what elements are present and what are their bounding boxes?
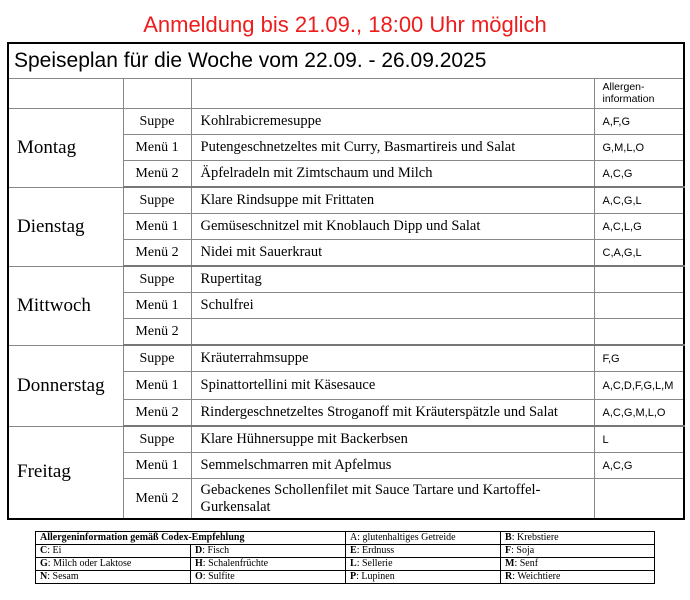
- course-label: Menü 1: [123, 372, 191, 400]
- course-label: Menü 1: [123, 214, 191, 240]
- dish-name: Rupertitag: [191, 266, 594, 293]
- dish-name: Nidei mit Sauerkraut: [191, 240, 594, 267]
- header-empty-day: [8, 79, 123, 109]
- allergen-codes: A,C,G,M,L,O: [594, 400, 684, 427]
- allergen-codes: A,C,G,L: [594, 187, 684, 214]
- legend-item: A: glutenhaltiges Getreide: [346, 532, 501, 545]
- allergen-legend: [35, 531, 655, 584]
- dish-name: Klare Hühnersuppe mit Backerbsen: [191, 426, 594, 453]
- day-label: Mittwoch: [8, 266, 123, 345]
- allergen-codes: A,F,G: [594, 109, 684, 135]
- course-label: Suppe: [123, 345, 191, 372]
- dish-name: Spinattortellini mit Käsesauce: [191, 372, 594, 400]
- legend-item: M: Senf: [501, 558, 655, 571]
- legend-item: O: Sulfite: [191, 571, 346, 584]
- day-label: Dienstag: [8, 187, 123, 266]
- course-label: Suppe: [123, 109, 191, 135]
- course-label: Menü 1: [123, 453, 191, 479]
- allergen-codes: L: [594, 426, 684, 453]
- dish-name: Äpfelradeln mit Zimtschaum und Milch: [191, 161, 594, 188]
- course-label: Suppe: [123, 266, 191, 293]
- course-label: Menü 1: [123, 293, 191, 319]
- legend-item: C: Ei: [36, 545, 191, 558]
- allergen-codes: [594, 266, 684, 293]
- legend-item: N: Sesam: [36, 571, 191, 584]
- dish-name: [191, 319, 594, 346]
- allergen-codes: [594, 479, 684, 520]
- course-label: Menü 2: [123, 400, 191, 427]
- menu-title: Speiseplan für die Woche vom 22.09. - 26.09.2025: [8, 43, 684, 79]
- allergen-codes: [594, 319, 684, 346]
- dish-name: Klare Rindsuppe mit Frittaten: [191, 187, 594, 214]
- legend-item: G: Milch oder Laktose: [36, 558, 191, 571]
- legend-title: Allergeninformation gemäß Codex-Empfehlung: [36, 532, 346, 545]
- legend-item: F: Soja: [501, 545, 655, 558]
- legend-item: R: Weichtiere: [501, 571, 655, 584]
- course-label: Suppe: [123, 426, 191, 453]
- weekly-menu-table: [7, 42, 685, 520]
- dish-name: Gemüseschnitzel mit Knoblauch Dipp und Salat: [191, 214, 594, 240]
- day-label: Donnerstag: [8, 345, 123, 426]
- allergen-codes: A,C,G: [594, 161, 684, 188]
- legend-item: L: Sellerie: [346, 558, 501, 571]
- legend-item: E: Erdnuss: [346, 545, 501, 558]
- course-label: Menü 2: [123, 240, 191, 267]
- legend-item: B: Krebstiere: [501, 532, 655, 545]
- dish-name: Schulfrei: [191, 293, 594, 319]
- dish-name: Putengeschnetzeltes mit Curry, Basmartireis und Salat: [191, 135, 594, 161]
- allergen-codes: G,M,L,O: [594, 135, 684, 161]
- allergen-codes: A,C,G: [594, 453, 684, 479]
- legend-item: D: Fisch: [191, 545, 346, 558]
- allergen-column-header: Allergen-information: [594, 79, 684, 109]
- course-label: Menü 2: [123, 479, 191, 520]
- allergen-codes: C,A,G,L: [594, 240, 684, 267]
- header-empty-dish: [191, 79, 594, 109]
- allergen-codes: A,C,L,G: [594, 214, 684, 240]
- allergen-codes: A,C,D,F,G,L,M: [594, 372, 684, 400]
- legend-item: H: Schalenfrüchte: [191, 558, 346, 571]
- dish-name: Gebackenes Schollenfilet mit Sauce Tartare und Kartoffel-Gurkensalat: [191, 479, 594, 520]
- day-label: Montag: [8, 109, 123, 188]
- course-label: Menü 2: [123, 319, 191, 346]
- header-empty-course: [123, 79, 191, 109]
- dish-name: Kräuterrahmsuppe: [191, 345, 594, 372]
- legend-item: P: Lupinen: [346, 571, 501, 584]
- dish-name: Kohlrabicremesuppe: [191, 109, 594, 135]
- dish-name: Semmelschmarren mit Apfelmus: [191, 453, 594, 479]
- registration-deadline-notice: Anmeldung bis 21.09., 18:00 Uhr möglich: [143, 12, 547, 37]
- course-label: Menü 1: [123, 135, 191, 161]
- allergen-codes: [594, 293, 684, 319]
- course-label: Menü 2: [123, 161, 191, 188]
- dish-name: Rindergeschnetzeltes Stroganoff mit Kräuterspätzle und Salat: [191, 400, 594, 427]
- allergen-codes: F,G: [594, 345, 684, 372]
- course-label: Suppe: [123, 187, 191, 214]
- day-label: Freitag: [8, 426, 123, 519]
